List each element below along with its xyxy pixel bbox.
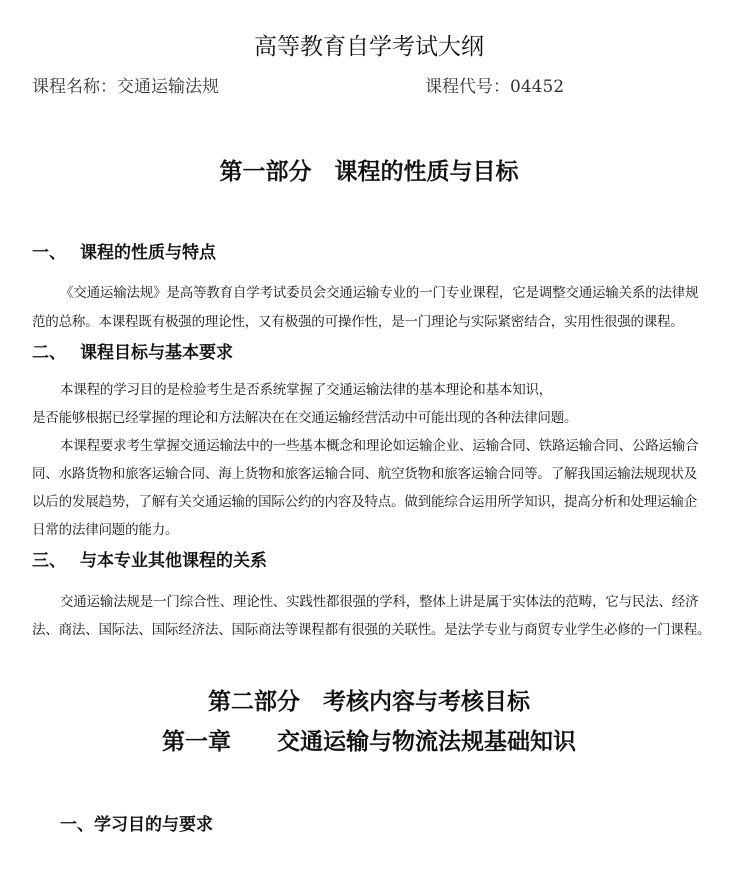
section-title: 课程目标与基本要求 [80, 343, 233, 363]
paragraph-line: 以后的发展趋势，了解有关交通运输的国际公约的内容及特点。做到能综合运用所学知识，提高分析和处理运输企 [32, 494, 697, 510]
part1-title: 第一部分 课程的性质与目标 [219, 159, 519, 185]
paragraph-line: 本课程要求考生掌握交通运输法中的一些基本概念和理论如运输企业、运输合同、铁路运输合同、公路运输合 [60, 438, 699, 454]
paragraph-line: 同、水路货物和旅客运输合同、海上货物和旅客运输合同、航空货物和旅客运输合同等。了解我国运输法规现状及 [32, 466, 697, 482]
paragraph-line: 法、商法、国际法、国际经济法、国际商法等课程都有很强的关联性。是法学专业与商贸专业学生必修的一门课程。 [32, 622, 711, 638]
paragraph-line: 《交通运输法规》是高等教育自学考试委员会交通运输专业的一门专业课程，它是调整交通运输关系的法律规 [60, 285, 699, 301]
section-heading [32, 338, 233, 363]
paragraph-line: 交通运输法规是一门综合性、理论性、实践性都很强的学科，整体上讲是属于实体法的范畴，它与民法、经济 [60, 594, 699, 610]
section-title: 与本专业其他课程的关系 [80, 551, 267, 571]
paragraph-line: 是否能够根据已经掌握的理论和方法解决在在交通运输经营活动中可能出现的各种法律问题。 [32, 410, 578, 426]
section-number: 二、 [32, 343, 66, 363]
learning-goals-heading: 一、学习目的与要求 [60, 815, 213, 835]
section-heading [32, 546, 267, 571]
paragraph-line: 范的总称。本课程既有极强的理论性，又有极强的可操作性，是一门理论与实际紧密结合，实用性很强的课程。 [32, 314, 684, 330]
part2-title: 第二部分 考核内容与考核目标 [208, 689, 530, 715]
section-heading [32, 238, 216, 263]
paragraph-line: 日常的法律问题的能力。 [32, 522, 179, 538]
section-title: 课程的性质与特点 [80, 243, 216, 263]
course-code: 课程代号：04452 [425, 77, 565, 97]
section-number: 一、 [32, 243, 66, 263]
chapter-title: 第一章 交通运输与物流法规基础知识 [162, 728, 576, 755]
course-name: 课程名称：交通运输法规 [32, 77, 219, 97]
section-number: 三、 [32, 551, 66, 571]
document-title: 高等教育自学考试大纲 [254, 34, 484, 60]
paragraph-line: 本课程的学习目的是检验考生是否系统掌握了交通运输法律的基本理论和基本知识， [60, 382, 553, 398]
